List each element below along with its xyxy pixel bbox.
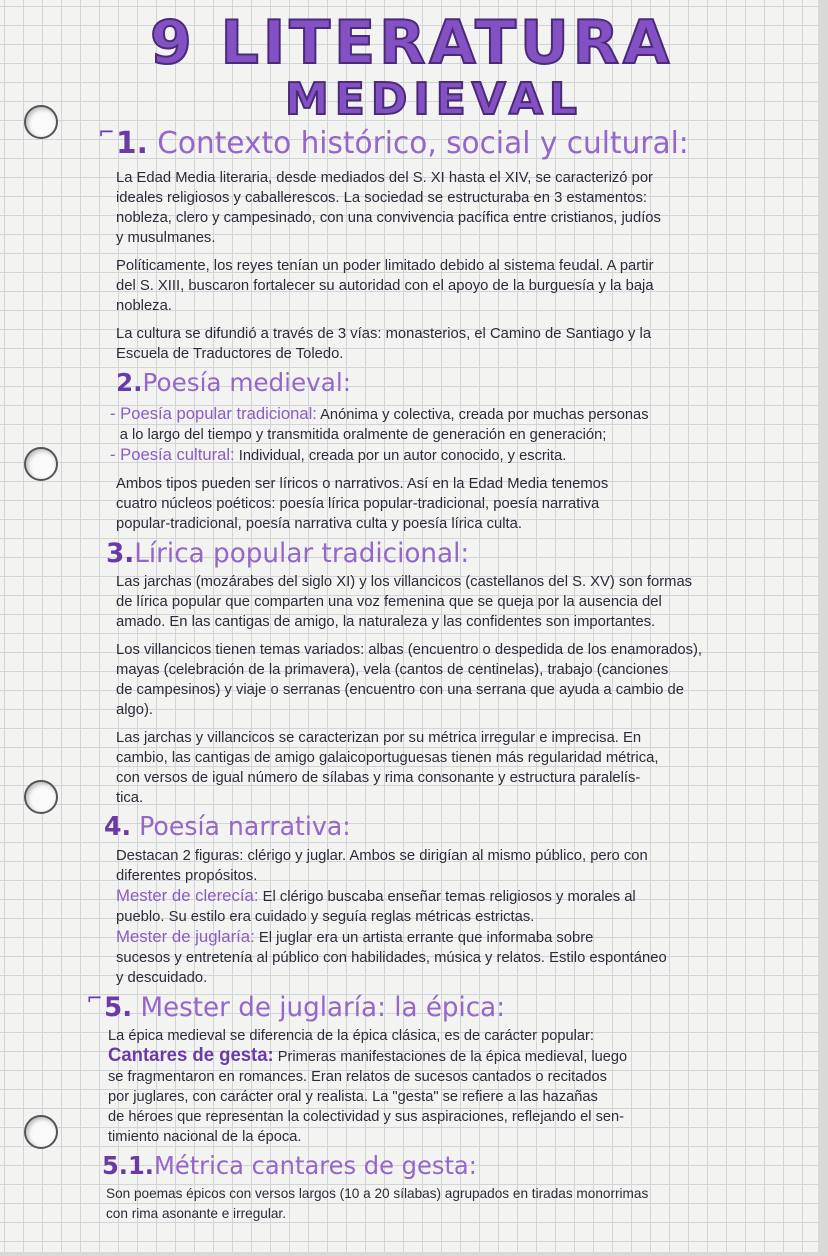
text-line: La cultura se difundió a través de 3 vías: monasterios, el Camino de Santiago y la xyxy=(116,325,652,342)
term-text: El juglar era un artista errante que informaba sobre xyxy=(254,928,594,946)
text-line: amado. En las cantigas de amigo, la naturaleza y las confidentes son importantes. xyxy=(116,613,656,631)
text-line: sucesos y entretenía al público con habilidades, música y relatos. Estilo espontáneo xyxy=(116,948,667,966)
section-title: Métrica cantares de gesta: xyxy=(153,1150,477,1180)
paragraph xyxy=(116,324,816,364)
text-line: Las jarchas y villancicos se caracterizan por su métrica irregular e imprecisa. En xyxy=(116,729,642,747)
section-number: 2. xyxy=(116,368,143,397)
paragraph xyxy=(116,846,816,988)
page-content xyxy=(86,8,816,1223)
paragraph xyxy=(116,256,816,316)
section-number: 4. xyxy=(104,812,132,843)
item-label: - Poesía popular tradicional: xyxy=(110,404,317,423)
text-line: cuatro núcleos poéticos: poesía lírica popular-tradicional, poesía narrativa xyxy=(116,495,600,512)
text-line: Políticamente, los reyes tenían un poder limitado debido al sistema feudal. A partir xyxy=(116,257,654,274)
section-number: 3. xyxy=(106,538,135,569)
text-line: nobleza. xyxy=(116,297,172,314)
section-title: Lírica popular tradicional: xyxy=(134,538,470,569)
bracket-mark: ⌐ xyxy=(98,120,115,144)
text-line: de campesinos) y viaje o serranas (encuentro con una serrana que ayuda a cambio de xyxy=(116,681,684,699)
section-2-heading xyxy=(116,368,806,398)
term-label: Cantares de gesta: xyxy=(108,1044,274,1066)
section-number: 1. xyxy=(116,126,148,161)
text-line: ideales religiosos y caballerescos. La sociedad se estructuraba en 3 estamentos: xyxy=(116,189,647,206)
text-line: diferentes propósitos. xyxy=(116,866,258,884)
text-line: y descuidado. xyxy=(116,968,208,986)
text-line: mayas (celebración de la primavera), vela (cantos de centinelas), trabajo (canciones xyxy=(116,661,669,679)
binder-hole xyxy=(24,105,58,139)
text-line: a lo largo del tiempo y transmitida oralmente de generación en generación; xyxy=(119,426,607,443)
text-line: Destacan 2 figuras: clérigo y juglar. Ambos se dirigían al mismo público, pero con xyxy=(116,846,648,864)
section-4-heading xyxy=(104,812,794,843)
paragraph xyxy=(116,640,816,720)
text-line: algo). xyxy=(116,701,153,719)
term-text: Primeras manifestaciones de la épica medieval, luego xyxy=(273,1047,628,1065)
text-line: con rima asonante e irregular. xyxy=(106,1204,287,1221)
text-line: nobleza, clero y campesinado, con una convivencia pacífica entre cristianos, judíos xyxy=(116,209,661,226)
text-line: con versos de igual número de sílabas y rima consonante y estructura paralelís- xyxy=(116,769,641,787)
section-title: Mester de juglaría: la épica: xyxy=(140,991,506,1023)
paragraph xyxy=(106,1183,816,1223)
binder-hole xyxy=(24,1115,58,1149)
text-line: de héroes que representan la colectividad y sus aspiraciones, reflejando el sen- xyxy=(108,1107,625,1125)
bracket-mark: ⌐ xyxy=(86,985,103,1010)
text-line: La Edad Media literaria, desde mediados del S. XI hasta el XIV, se caracterizó por xyxy=(116,169,653,186)
term-label: Mester de juglaría: xyxy=(116,926,255,946)
text-line: y musulmanes. xyxy=(116,229,216,246)
binder-hole xyxy=(24,447,58,481)
text-line: Los villancicos tienen temas variados: albas (encuentro o despedida de los enamorados), xyxy=(116,641,703,659)
section-title: Contexto histórico, social y cultural: xyxy=(157,126,689,161)
binder-hole xyxy=(24,780,58,814)
list-item xyxy=(110,404,800,425)
term-definition xyxy=(116,886,806,907)
text-line: La épica medieval se diferencia de la épica clásica, es de carácter popular: xyxy=(108,1026,594,1044)
item-text: Anónima y colectiva, creada por muchas personas xyxy=(316,406,649,423)
section-number: 5. xyxy=(104,991,133,1023)
text-line: se fragmentaron en romances. Eran relatos de sucesos cantados o recitados xyxy=(108,1067,607,1085)
paragraph xyxy=(116,572,816,632)
paragraph xyxy=(108,1026,816,1147)
list xyxy=(110,404,816,466)
paragraph xyxy=(116,474,816,534)
section-title: Poesía medieval: xyxy=(142,368,352,397)
text-line: de lírica popular que comparten una voz femenina que se queja por la ausencia del xyxy=(116,593,662,611)
text-line: popular-tradicional, poesía narrativa culta y poesía lírica culta. xyxy=(116,515,523,532)
text-line: Son poemas épicos con versos largos (10 a 20 sílabas) agrupados en tiradas monorrimas xyxy=(106,1184,649,1201)
text-line: tica. xyxy=(116,789,144,807)
page-title: 9 LITERATURA xyxy=(150,8,674,78)
section-3-heading xyxy=(106,538,796,570)
term-definition xyxy=(108,1046,798,1067)
term-label: Mester de clerecía: xyxy=(116,885,259,905)
text-line: Ambos tipos pueden ser líricos o narrativos. Así en la Edad Media tenemos xyxy=(116,475,609,492)
term-text: El clérigo buscaba enseñar temas religiosos y morales al xyxy=(258,887,636,905)
section-number: 5.1. xyxy=(102,1150,154,1180)
text-line: cambio, las cantigas de amigo galaicoportuguesas tienen más regularidad métrica, xyxy=(116,749,659,767)
section-title: Poesía narrativa: xyxy=(139,812,351,843)
section-1-heading xyxy=(98,120,806,162)
text-line: Escuela de Traductores de Toledo. xyxy=(116,345,344,362)
term-definition xyxy=(116,927,806,948)
paragraph xyxy=(116,168,816,248)
text-line: pueblo. Su estilo era cuidado y seguía reglas métricas estrictas. xyxy=(116,907,535,925)
item-label: - Poesía cultural: xyxy=(110,445,235,464)
text-line: del S. XIII, buscaron fortalecer su autoridad con el apoyo de la burguesía y la baja xyxy=(116,277,654,294)
item-text: Individual, creada por un autor conocido, y escrita. xyxy=(234,447,567,464)
list-item xyxy=(110,445,800,466)
page-subtitle: MEDIEVAL xyxy=(285,74,583,125)
paragraph xyxy=(116,728,816,808)
section-5-1-heading xyxy=(102,1151,792,1181)
text-line: timiento nacional de la época. xyxy=(108,1127,302,1145)
section-5-heading xyxy=(86,985,794,1024)
text-line: Las jarchas (mozárabes del siglo XI) y los villancicos (castellanos del S. XV) son formas xyxy=(116,573,693,591)
text-line: por juglares, con carácter oral y realista. La "gesta" se refiere a las hazañas xyxy=(108,1087,598,1105)
